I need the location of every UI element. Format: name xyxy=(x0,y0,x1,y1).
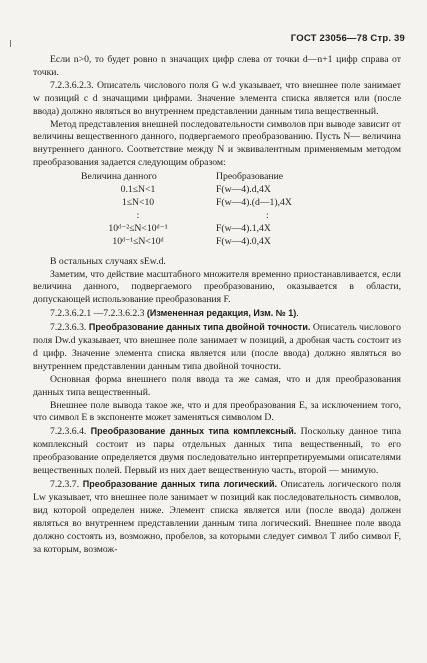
section-number: 7.2.3.6.4. xyxy=(50,426,91,438)
table-cell-range: 1≤N<10 xyxy=(121,196,155,208)
section-text: Описатель числового поля Dw.d указывает, что внешнее поле занимает w позиций, а дробная часть состоит из d цифр. Значение элемента списка является или (после ввода) должно являться во внутреннем представлении данным типа двойной точности. xyxy=(33,322,401,372)
page-header: ГОСТ 23056—78 Стр. 39 xyxy=(290,33,405,44)
section-heading: Преобразование данных типа комплексный. xyxy=(90,426,297,437)
table-cell-range: 10ᵈ⁻¹≤N<10ᵈ xyxy=(112,235,164,247)
table-cell-conversion: F(w—4).1,4X xyxy=(216,222,271,234)
paragraph-complex xyxy=(33,425,401,478)
table-cell-range: : xyxy=(136,209,140,221)
paragraph-double-precision xyxy=(33,321,401,374)
table-cell-range: 10ᵈ⁻²≤N<10ᵈ⁻¹ xyxy=(108,222,168,234)
table-header-magnitude: Величина данного xyxy=(81,171,157,183)
table-cell-range: 0.1≤N<1 xyxy=(120,184,156,196)
table-cell-conversion: : xyxy=(266,209,269,221)
table-cell-conversion: F(w—4).(d—1),4X xyxy=(216,196,292,208)
conversion-table xyxy=(33,171,292,248)
paragraph-note-scale: Заметим, что действие масштабного множителя временно приостанавливается, если величина данного, подвергаемого преобразованию, оказывается в области, допускающей использование преобразования F. xyxy=(33,268,401,306)
paragraph-input-form: Основная форма внешнего поля ввода та же самая, что и для преобразования данных типа вещественный. xyxy=(33,373,401,398)
table-cell-conversion: F(w—4).d,4X xyxy=(216,184,271,196)
paragraph-else: В остальных случаях sEw.d. xyxy=(50,255,166,267)
paragraph-logical xyxy=(33,478,401,556)
page-body xyxy=(33,54,401,556)
section-heading: Преобразование данных типа логический. xyxy=(82,479,277,489)
paragraph-7-2-3-6-2-3: 7.2.3.6.2.3. Описатель числового поля G w.d указывает, что внешнее поле занимает w позиций с d значащими цифрами. Значение элемента списка является или (после ввода) должно являться во внутреннем представлении данным типа вещественный. xyxy=(33,79,401,117)
paragraph-n-positive: Если n>0, то будет ровно n значащих цифр слева от точки d—n+1 цифр справа от точки. xyxy=(33,54,401,78)
section-heading: Преобразование данных типа двойной точности. xyxy=(88,322,311,333)
paragraph-method: Метод представления внешней последовательности символов при выводе зависит от величины вещественного данного, подвергаемого преобразованию. Пусть N— величина внутреннего данного. Соответствие между N и эквивалентным применяемым методом преобразования задается следующим образом: xyxy=(33,118,401,169)
margin-mark xyxy=(10,40,11,47)
amendment-prefix: 7.2.3.6.2.1 —7.2.3.6.2.3 xyxy=(50,308,147,320)
paragraph-output-field: Внешнее поле вывода такое же, что и для преобразования Е, за исключением того, что символ Е в экспоненте может заменяться символом D. xyxy=(33,399,401,424)
section-number: 7.2.3.7. xyxy=(50,479,83,490)
table-cell-conversion: F(w—4).0,4X xyxy=(216,235,271,247)
paragraph-amendment xyxy=(33,307,401,321)
section-text: Поскольку данное типа комплексный состоит из пары отдельных данных типа вещественный, то его преобразование определяется двумя последовательно интерпретируемыми описателями вещественных полей. Первый из них дает вещественную часть, второй — мнимую. xyxy=(33,426,402,477)
amendment-suffix: . xyxy=(296,308,299,320)
amendment-bold: (Измененная редакция, Изм. № 1) xyxy=(146,308,297,319)
section-text: Описатель логического поля Lw указывает, что внешнее поле занимает w позиций как последовательность символов, вид которой определен ниже. Элемент списка является или (после ввода) должен являться во внутреннем представлении данным типа логический. Внешнее поле ввода должно состоять из, возможно, пробелов, за которыми следует символ Т либо символ F, за которым, возмож- xyxy=(33,479,401,555)
section-number: 7.2.3.6.3. xyxy=(50,322,89,334)
table-header-conversion: Преобразование xyxy=(216,171,284,183)
